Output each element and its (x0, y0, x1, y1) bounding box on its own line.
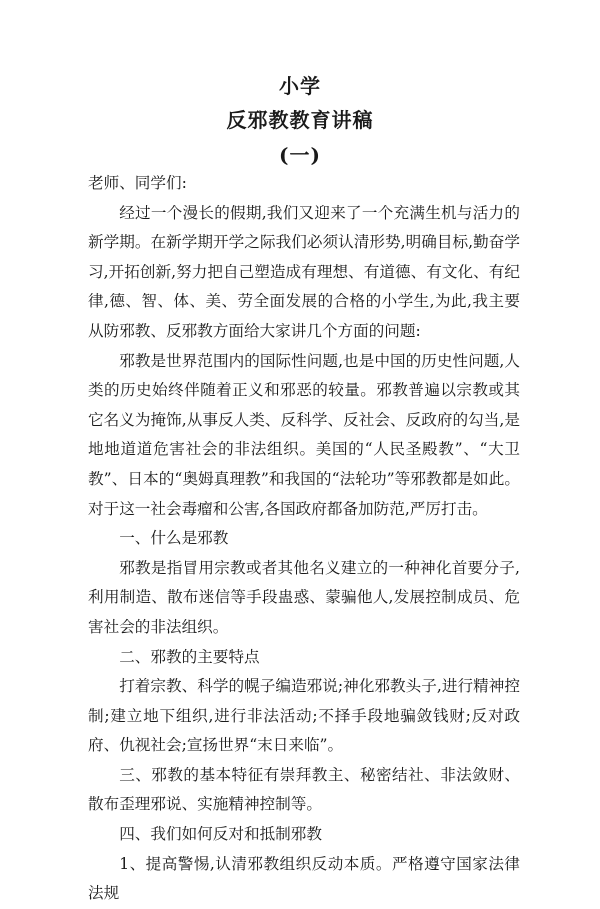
paragraph: 邪教是指冒用宗教或者其他名义建立的一种神化首要分子,利用制造、散布迷信等手段蛊惑、蒙骗他人,发展控制成员、危害社会的非法组织。 (88, 558, 520, 636)
paragraph: 三、邪教的基本特征有崇拜教主、秘密结社、非法敛财、散布歪理邪说、实施精神控制等。 (88, 765, 520, 814)
paragraph: 打着宗教、科学的幌子编造邪说;神化邪教头子,进行精神控制;建立地下组织,进行非法活动;不择手段地骗敛钱财;反对政府、仇视社会;宣扬世界“末日来临”。 (88, 677, 520, 755)
paragraph: 邪教是世界范围内的国际性问题,也是中国的历史性问题,人类的历史始终伴随着正义和邪恶的较量。邪教普遍以宗教或其它名义为掩饰,从事反人类、反科学、反社会、反政府的勾当,是地地道道危害社会的非法组织。美国的“人民圣殿教”、“大卫教”、日本的“奥姆真理教”和我国的“法轮功”等邪教都是如此。对于这一社会毒瘤和公害,各国政府都备加防范,严厉打击。 (88, 351, 520, 518)
paragraph: 1、提高警惕,认清邪教组织反动本质。严格遵守国家法律法规 (88, 854, 520, 903)
salutation: 老师、同学们: (88, 174, 187, 192)
paragraph: 四、我们如何反对和抵制邪教 (119, 825, 322, 844)
paragraph: 经过一个漫长的假期,我们又迎来了一个充满生机与活力的新学期。在新学期开学之际我们必须认清形势,明确目标,勤奋学习,开拓创新,努力把自己塑造成有理想、有道德、有文化、有纪律,德、智、体、美、劳全面发展的合格的小学生,为此,我主要从防邪教、反邪教方面给大家讲几个方面的问题: (88, 203, 520, 340)
paragraph: 二、邪教的主要特点 (119, 647, 260, 666)
title-part-number: (一) (279, 143, 321, 167)
paragraph: 一、什么是邪教 (119, 529, 229, 548)
document-body (88, 169, 520, 909)
title-main: 反邪教教育讲稿 (226, 108, 374, 132)
title-school-level: 小学 (279, 74, 321, 98)
